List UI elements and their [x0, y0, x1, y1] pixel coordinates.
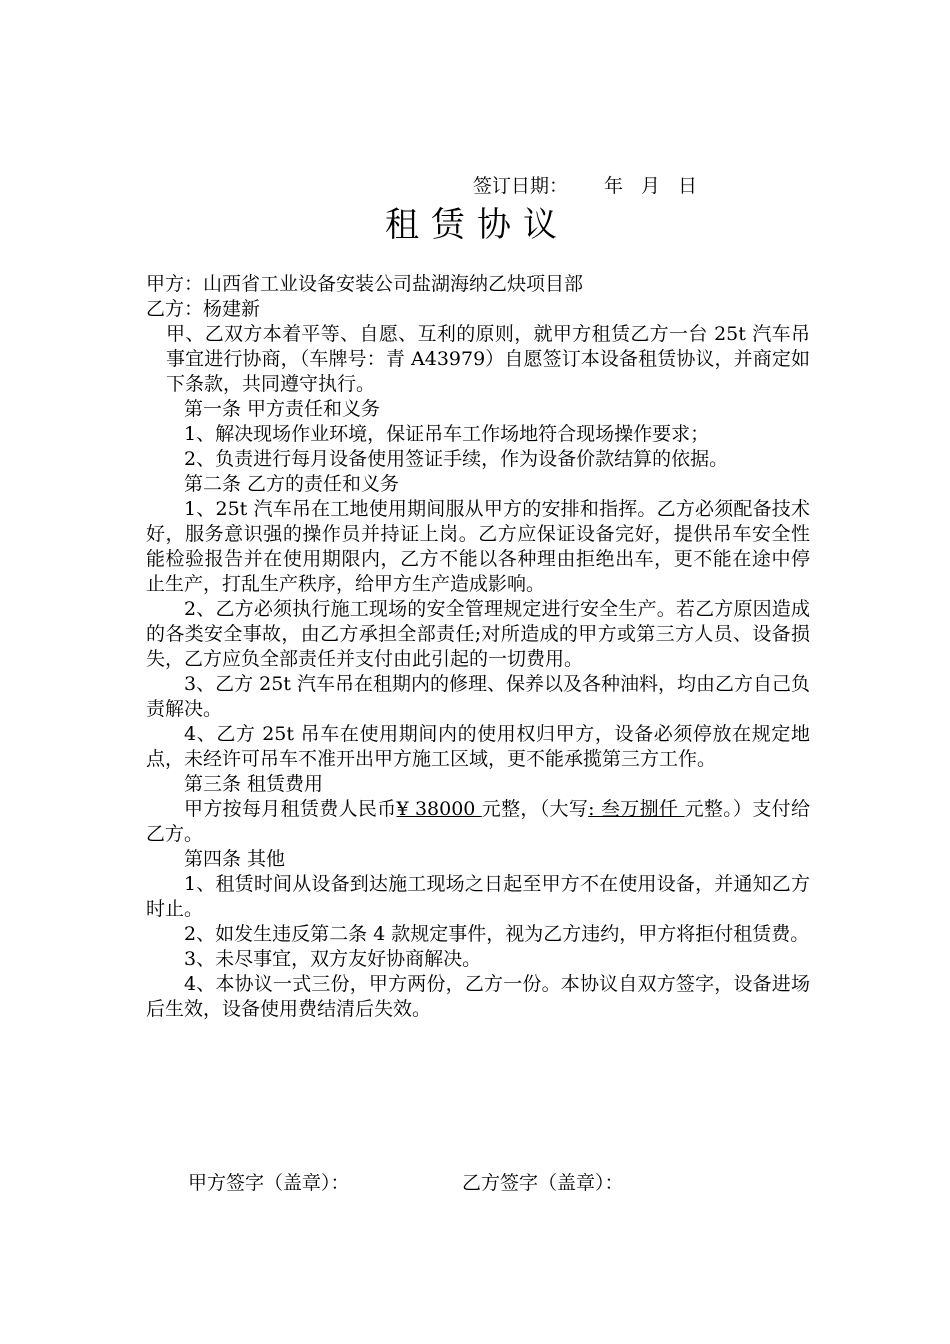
fee-amount-words: : 叁万捌仟 [588, 798, 685, 820]
document-title: 租赁协议 [385, 205, 569, 245]
article-3-fee-paragraph [146, 797, 810, 847]
date-month: 月 [641, 175, 661, 197]
fee-text-mid: 元整，（大写 [481, 798, 589, 820]
party-a-signature-label: 甲方签字（盖章）： [188, 1172, 350, 1194]
article-2-item: 4、乙方 25t 吊车在使用期间内的使用权归甲方，设备必须停放在规定地点，未经许可吊车不准开出甲方施工区域，更不能承揽第三方工作。 [146, 723, 810, 770]
fee-amount: ¥ 38000 [396, 798, 482, 820]
signing-date-line [473, 173, 697, 199]
article-2-item: 3、乙方 25t 汽车吊在租期内的修理、保养以及各种油料，均由乙方自己负责解决。 [146, 673, 810, 720]
agreement-body [146, 272, 810, 1022]
intro-paragraph: 甲、乙双方本着平等、自愿、互利的原则，就甲方租赁乙方一台 25t 汽车吊事宜进行协商，（车牌号：青 A43979）自愿签订本设备租赁协议，并商定如下条款，共同遵守执行。 [166, 323, 810, 395]
party-a: 甲方：山西省工业设备安装公司盐湖海纳乙炔项目部 [146, 273, 584, 295]
date-day: 日 [678, 175, 698, 197]
article-2-item: 2、乙方必须执行施工现场的安全管理规定进行安全生产。若乙方原因造成的各类安全事故，由乙方承担全部责任;对所造成的甲方或第三方人员、设备损失，乙方应负全部责任并支付由此引起的一切费用。 [146, 598, 810, 670]
article-4-heading: 第四条 其他 [184, 848, 286, 870]
article-2-item: 1、25t 汽车吊在工地使用期间服从甲方的安排和指挥。乙方必须配备技术好，服务意识强的操作员并持证上岗。乙方应保证设备完好，提供吊车安全性能检验报告并在使用期限内，乙方不能以各种理由拒绝出车，更不能在途中停止生产，打乱生产秩序，给甲方生产造成影响。 [146, 498, 810, 595]
date-label: 签订日期： [473, 175, 569, 197]
article-4-item: 4、本协议一式三份，甲方两份，乙方一份。本协议自双方签字，设备进场后生效，设备使用费结清后失效。 [146, 973, 810, 1020]
article-2-heading: 第二条 乙方的责任和义务 [184, 473, 400, 495]
article-1-item: 1、解决现场作业环境，保证吊车工作场地符合现场操作要求； [184, 423, 710, 445]
party-b-signature-label: 乙方签字（盖章）： [462, 1172, 624, 1194]
fee-text-after: 元整。）支付给乙方。 [146, 798, 810, 845]
date-year: 年 [604, 175, 624, 197]
article-4-item: 3、未尽事宜，双方友好协商解决。 [184, 948, 482, 970]
article-4-item: 1、租赁时间从设备到达施工现场之日起至甲方不在使用设备，并通知乙方时止。 [146, 873, 810, 920]
party-b: 乙方：杨建新 [146, 298, 261, 320]
fee-text-before: 甲方按每月租赁费人民币 [184, 798, 397, 820]
article-1-item: 2、负责进行每月设备使用签证手续，作为设备价款结算的依据。 [184, 448, 729, 470]
article-3-heading: 第三条 租赁费用 [184, 773, 324, 795]
article-4-item: 2、如发生违反第二条 4 款规定事件，视为乙方违约，甲方将拒付租赁费。 [184, 923, 810, 945]
article-1-heading: 第一条 甲方责任和义务 [184, 398, 381, 420]
